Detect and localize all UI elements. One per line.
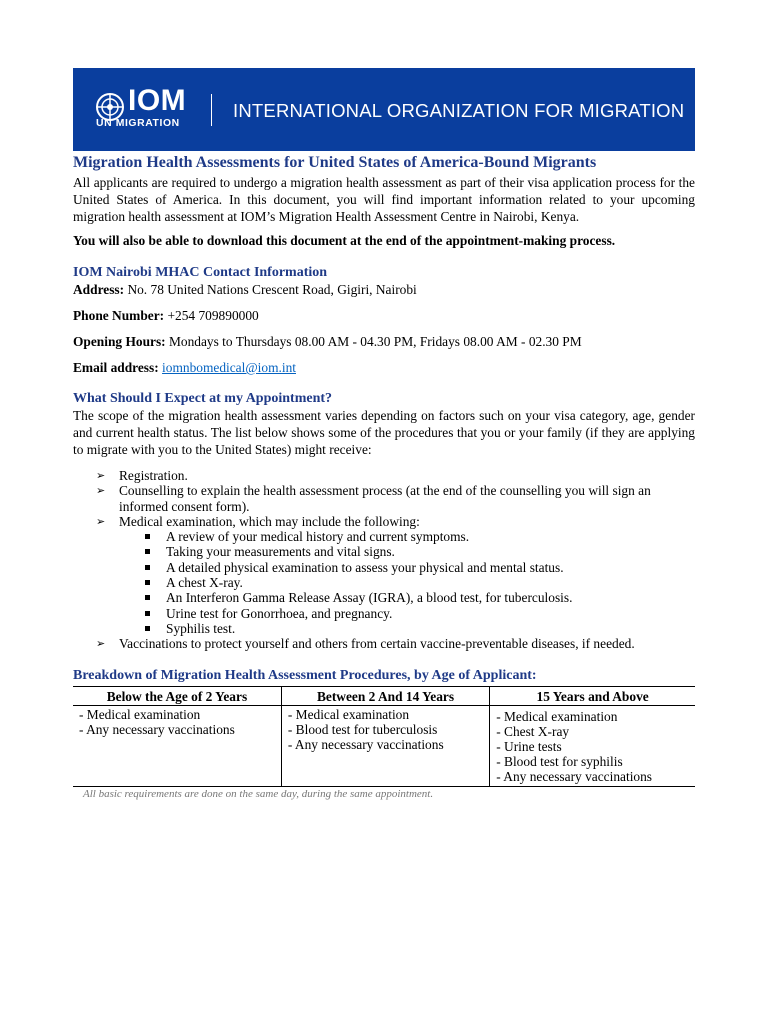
list-item: ➢ Vaccinations to protect yourself and others from certain vaccine-preventable diseases, if needed. [119,636,695,651]
column-header: Below the Age of 2 Years [73,686,281,705]
logo-text: IOM [128,84,187,117]
expect-heading: What Should I Expect at my Appointment? [73,391,333,406]
document-title: Migration Health Assessments for United States of America-Bound Migrants [73,154,597,171]
header-banner [73,68,695,151]
phone-value: +254 709890000 [164,308,259,323]
address-label: Address: [73,282,125,297]
table-row [73,705,695,786]
address-value: No. 78 United Nations Crescent Road, Gigiri, Nairobi [124,282,417,297]
cell-line: - Blood test for syphilis [496,753,623,769]
cell-line: - Any necessary vaccinations [287,736,444,752]
banner-divider [211,94,212,126]
procedure-list [73,468,695,652]
examination-sublist [119,529,695,636]
table-cell [281,705,489,786]
cell-line: - Medical examination [496,708,618,724]
table-cell [73,705,281,786]
email-link[interactable]: iomnbomedical@iom.int [162,360,296,375]
cell-line: - Chest X-ray [496,723,570,739]
cell-line: - Blood test for tuberculosis [287,721,438,737]
intro-paragraph: All applicants are required to undergo a migration health assessment as part of their visa application process for the United States of America. In this document, you will find important information related to your upcoming migration health assessment at IOM’s Migration Health Assessment Centre in Nairobi, Kenya. [73,175,695,224]
download-note: You will also be able to download this document at the end of the appointment-making process. [73,233,616,248]
organization-name: INTERNATIONAL ORGANIZATION FOR MIGRATION [233,100,685,121]
contact-heading: IOM Nairobi MHAC Contact Information [73,265,328,280]
sub-list-item: A review of your medical history and current symptoms. [166,529,695,544]
list-item: ➢ Counselling to explain the health assessment process (at the end of the counselling you will sign an informed consent form). [119,483,695,514]
hours-label: Opening Hours: [73,334,166,349]
column-header: Between 2 And 14 Years [281,686,489,705]
document-body [73,152,695,800]
email-line [73,359,695,376]
list-item [119,514,695,636]
procedures-table [73,686,695,787]
cell-line: - Urine tests [496,738,562,754]
cell-line: - Medical examination [79,706,201,722]
sub-list-item: An Interferon Gamma Release Assay (IGRA), a blood test, for tuberculosis. [166,590,695,605]
sub-list-item: Syphilis test. [166,621,695,636]
logo-subtitle: UN MIGRATION [96,118,180,129]
hours-value: Mondays to Thursdays 08.00 AM - 04.30 PM, Fridays 08.00 AM - 02.30 PM [165,334,582,349]
table-cell [490,705,695,786]
email-label: Email address: [73,360,159,375]
table-header-row [73,686,695,705]
list-item: ➢ Registration. [119,468,695,483]
cell-line: - Medical examination [287,706,410,722]
list-item-text: Medical examination, which may include the following: [119,513,420,529]
sub-list-item: Taking your measurements and vital signs. [166,544,695,559]
expect-intro: The scope of the migration health assessment varies depending on factors such on your visa category, age, gender and current health status. The list below shows some of the procedures that you or your family (if they are applying to migrate with you to the United States) might receive: [73,408,695,457]
table-caption: All basic requirements are done on the same day, during the same appointment. [83,787,434,800]
phone-label: Phone Number: [73,308,165,323]
sub-list-item: Urine test for Gonorrhoea, and pregnancy. [166,606,695,621]
address-line [73,281,695,298]
column-header: 15 Years and Above [490,686,695,705]
sub-list-item: A detailed physical examination to assess your physical and mental status. [166,560,695,575]
breakdown-heading: Breakdown of Migration Health Assessment Procedures, by Age of Applicant: [73,667,537,683]
phone-line [73,307,695,324]
cell-line: - Any necessary vaccinations [496,768,653,784]
cell-line: - Any necessary vaccinations [79,721,235,737]
hours-line [73,333,695,350]
sub-list-item: A chest X-ray. [166,575,695,590]
